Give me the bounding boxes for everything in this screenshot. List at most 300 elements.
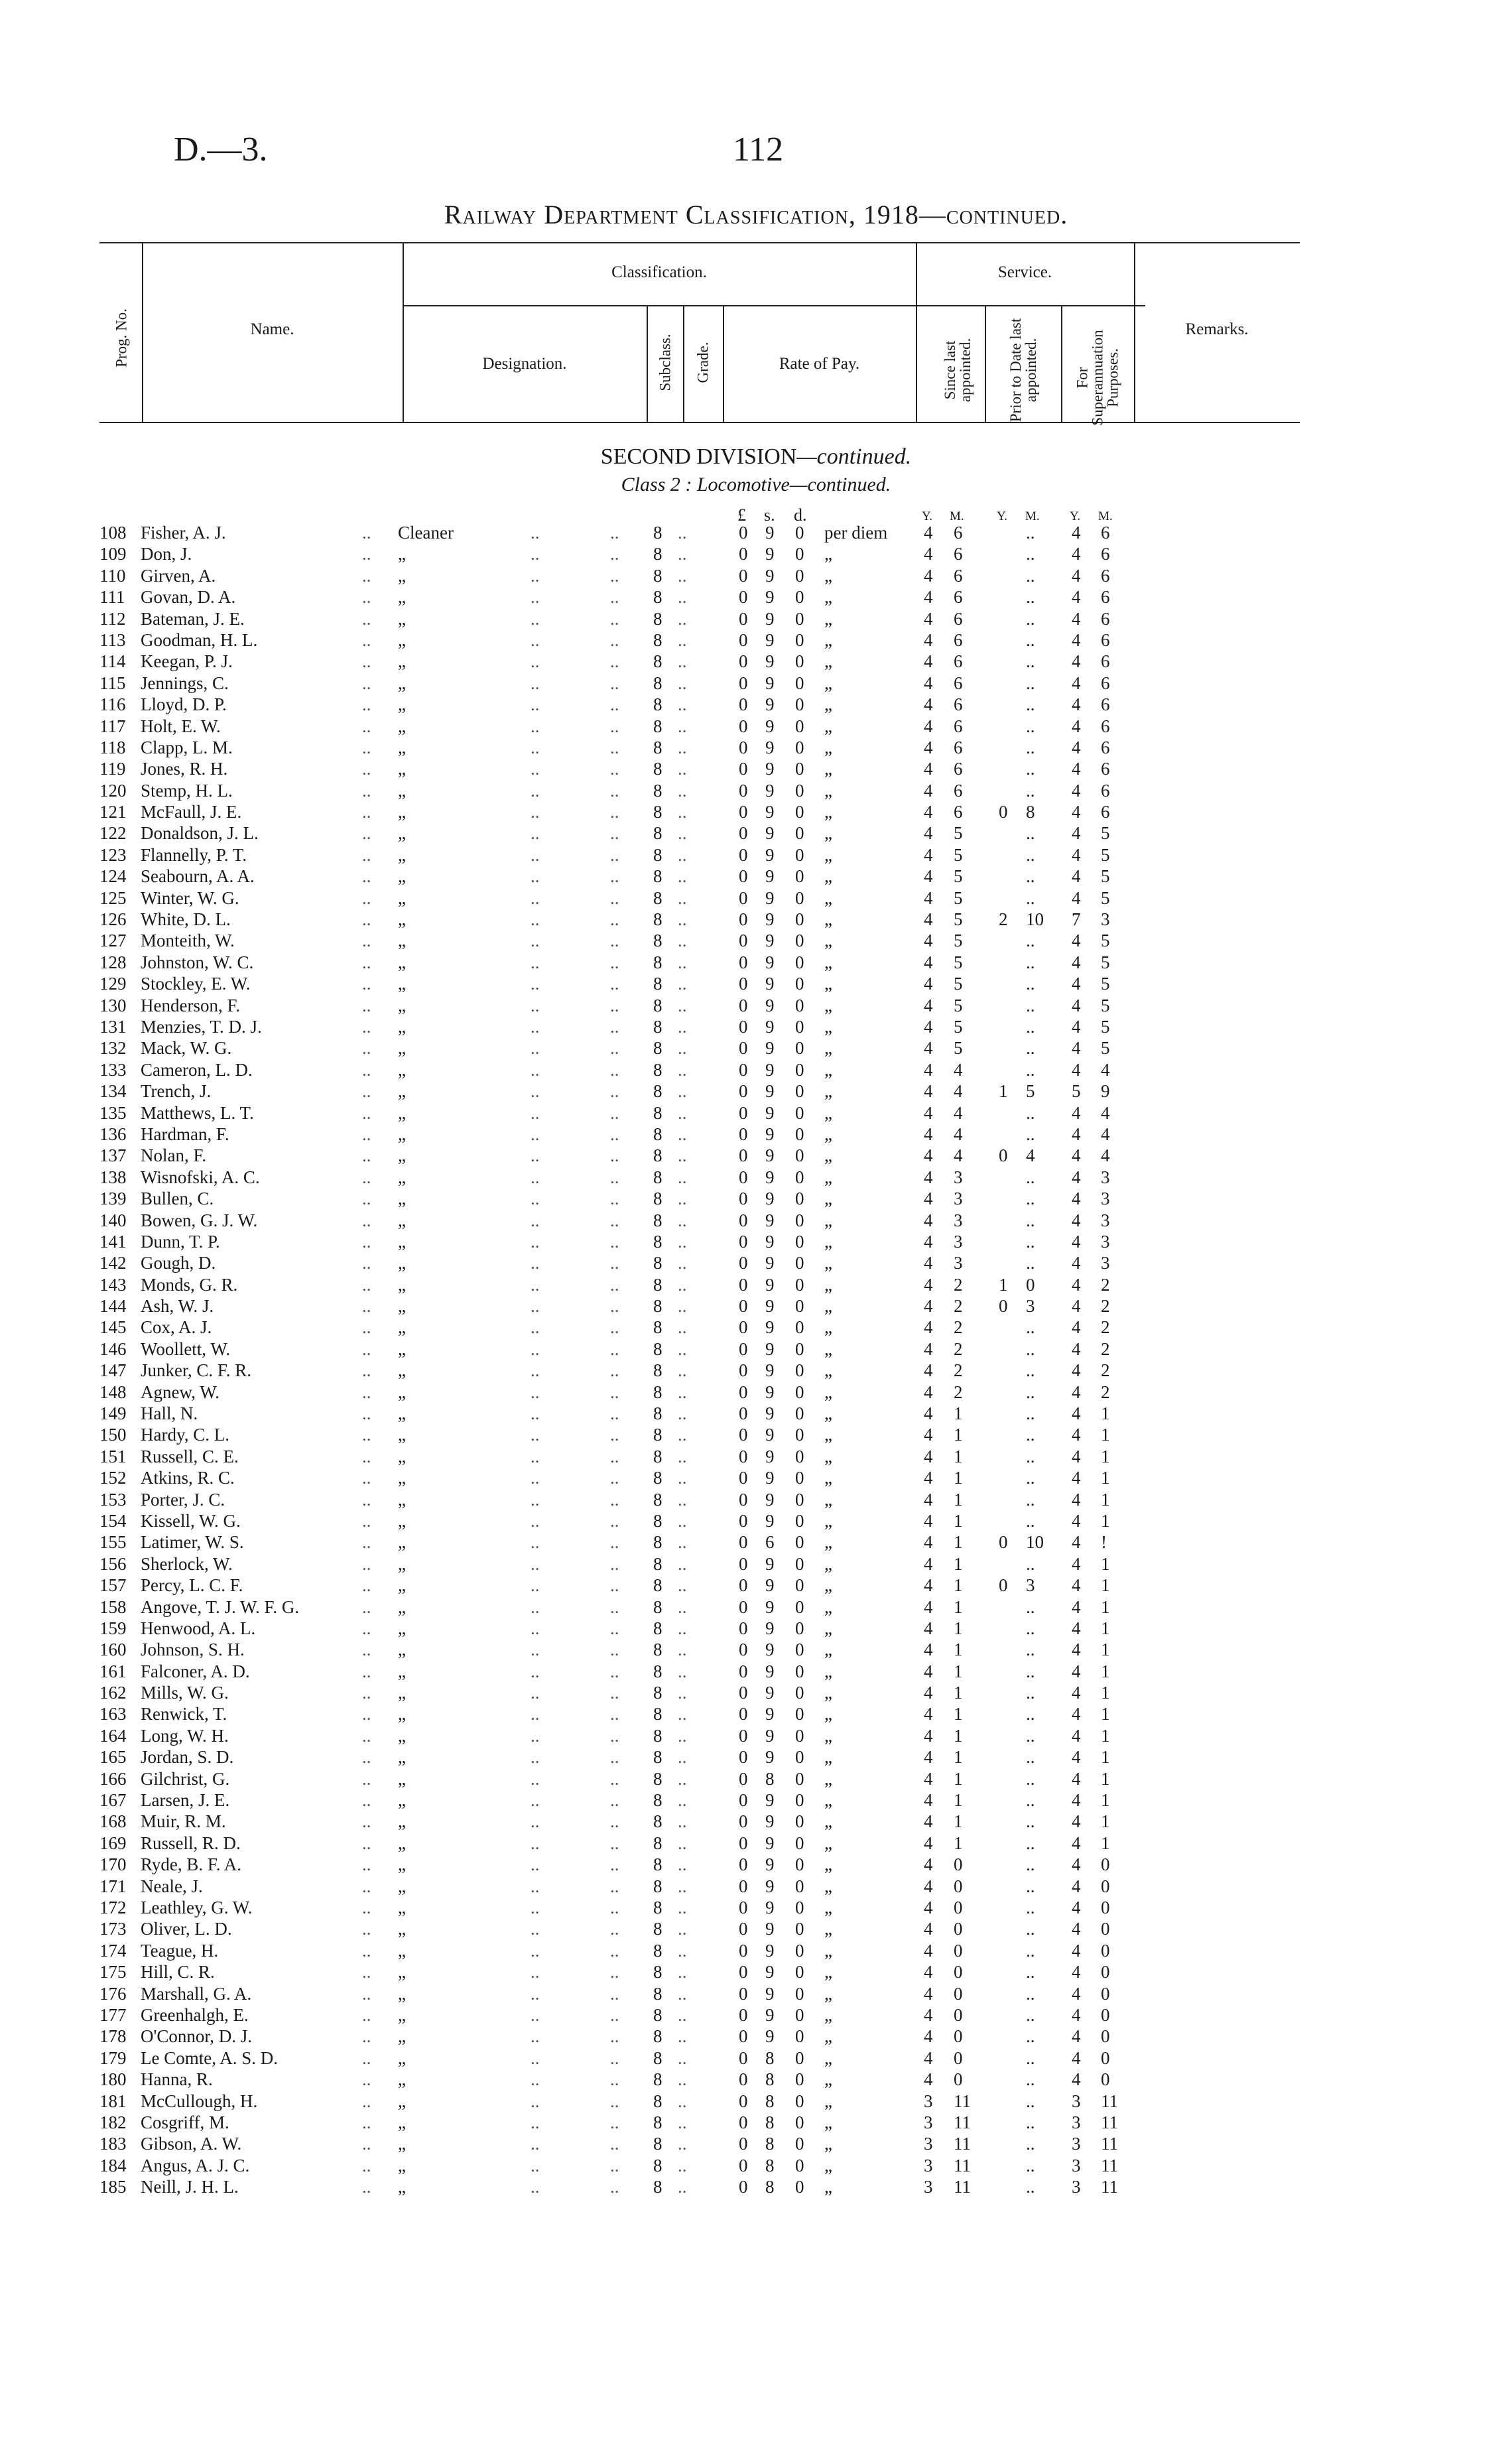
pay-pounds-cell: 0 [739,823,748,844]
pay-period-cell: „ [824,1274,832,1295]
name-cell: Govan, D. A. [141,587,236,608]
years-unit: Y. [1070,509,1081,523]
pay-period-cell: „ [824,2177,832,2197]
prog-no-cell: 158 [99,1596,127,1617]
designation-cell: „ [398,1338,406,1359]
name-cell: Woollett, W. [141,1338,231,1359]
leader-dots: .. [678,1403,687,1424]
name-cell: Ryde, B. F. A. [141,1854,242,1875]
designation-cell: Cleaner [398,523,454,543]
since-years-cell: 4 [924,1231,933,1252]
employee-table-body [0,523,1512,2198]
super-years-cell: 4 [1072,1725,1081,1746]
pay-pounds-cell: 0 [739,2177,748,2197]
table-row [0,1984,1512,2005]
pay-period-cell: „ [824,2026,832,2047]
since-years-cell: 4 [924,995,933,1015]
pay-pence-cell: 0 [795,1016,804,1037]
designation-cell: „ [398,629,406,650]
pay-pence-cell: 0 [795,673,804,693]
since-years-cell: 4 [924,1167,933,1187]
since-years-cell: 4 [924,1532,933,1553]
rate-of-pay-header: Rate of Pay. [779,355,860,373]
leader-dots: .. [362,1081,371,1102]
pay-shillings-cell: 9 [765,1338,775,1359]
since-years-cell: 4 [924,1210,933,1230]
super-months-cell: 4 [1101,1145,1110,1166]
superannuation-header: For Superannuation Purposes. [1074,330,1121,426]
prog-no-cell: 167 [99,1790,127,1811]
super-months-cell: 0 [1101,1876,1110,1896]
subclass-cell: 8 [653,1898,662,1917]
prior-months-cell: .. [1026,1876,1035,1896]
subclass-cell: 8 [653,1596,662,1617]
leader-dots: .. [678,2155,687,2175]
subclass-cell: 8 [653,1124,662,1144]
since-years-cell: 4 [924,1059,933,1080]
leader-dots: .. [610,1553,619,1574]
subclass-cell: 8 [653,1102,662,1123]
prior-years-cell: 0 [999,1575,1008,1596]
prior-months-cell: 4 [1026,1145,1035,1166]
super-years-cell: 4 [1072,1768,1081,1789]
leader-dots: .. [531,909,540,930]
table-row [0,1575,1512,1596]
since-years-cell: 4 [924,565,933,586]
table-row [0,1360,1512,1382]
designation-cell: „ [398,1640,406,1660]
designation-cell: „ [398,1081,406,1102]
leader-dots: .. [531,1425,540,1445]
super-years-cell: 4 [1072,2069,1081,2090]
pay-pence-cell: 0 [795,802,804,822]
designation-cell: „ [398,2112,406,2132]
leader-dots: .. [678,673,687,693]
prog-no-cell: 135 [99,1102,127,1123]
pay-pounds-cell: 0 [739,1747,748,1768]
remarks-header: Remarks. [1185,320,1249,338]
pay-pence-cell: 0 [795,629,804,650]
super-months-cell: 11 [1101,2091,1118,2111]
pay-period-cell: „ [824,1210,832,1230]
pay-pence-cell: 0 [795,1425,804,1445]
table-row [0,2026,1512,2047]
subclass-cell: 8 [653,565,662,586]
leader-dots: .. [610,1704,619,1724]
super-months-cell: 1 [1101,1446,1110,1466]
subclass-cell: 8 [653,2004,662,2025]
pay-shillings-cell: 9 [765,1016,775,1037]
pay-shillings-cell: 8 [765,2155,775,2175]
prior-months-cell: .. [1026,2026,1035,2047]
super-months-cell: 1 [1101,1575,1110,1596]
leader-dots: .. [531,608,540,629]
super-months-cell: 1 [1101,1553,1110,1574]
pay-shillings-cell: 9 [765,952,775,972]
pay-period-cell: „ [824,1124,832,1144]
subclass-cell: 8 [653,802,662,822]
pay-period-cell: „ [824,1360,832,1381]
leader-dots: .. [362,1532,371,1553]
pay-shillings-cell: 8 [765,2177,775,2197]
pay-pence-cell: 0 [795,866,804,887]
table-row [0,931,1512,952]
pay-pounds-cell: 0 [739,544,748,564]
leader-dots: .. [610,1360,619,1381]
table-row [0,1296,1512,1317]
name-cell: Hanna, R. [141,2069,213,2090]
super-months-cell: 6 [1101,651,1110,672]
prog-no-cell: 117 [99,716,126,736]
leader-dots: .. [610,1833,619,1853]
pay-pence-cell: 0 [795,1360,804,1381]
designation-cell: „ [398,1231,406,1252]
leader-dots: .. [531,2026,540,2047]
leader-dots: .. [678,1274,687,1295]
pay-pounds-cell: 0 [739,1683,748,1703]
since-months-cell: 6 [954,673,963,693]
subclass-cell: 8 [653,2112,662,2132]
name-cell: Ash, W. J. [141,1296,214,1317]
pay-pence-cell: 0 [795,1189,804,1209]
table-row [0,1447,1512,1468]
leader-dots: .. [362,1360,371,1381]
super-years-cell: 4 [1072,544,1081,564]
pay-period-cell: per diem [824,523,888,543]
prior-months-cell: .. [1026,1510,1035,1531]
since-years-cell: 4 [924,2047,933,2068]
name-cell: Menzies, T. D. J. [141,1016,262,1037]
table-row [0,1382,1512,1403]
super-months-cell: 5 [1101,974,1110,994]
table-row [0,996,1512,1017]
since-years-cell: 3 [924,2134,933,2154]
name-cell: Bullen, C. [141,1189,214,1209]
pay-pence-cell: 0 [795,1575,804,1596]
since-months-cell: 5 [954,909,963,930]
prior-months-cell: .. [1026,1446,1035,1466]
leader-dots: .. [610,587,619,608]
table-row [0,1532,1512,1553]
prior-months-cell: .. [1026,544,1035,564]
section-title-text: SECOND DIVISION [600,444,797,469]
name-cell: Lloyd, D. P. [141,694,227,715]
subclass-cell: 8 [653,1489,662,1510]
since-years-cell: 4 [924,608,933,629]
prog-no-cell: 119 [99,759,126,779]
super-years-cell: 4 [1072,1532,1081,1553]
pay-pounds-cell: 0 [739,1854,748,1875]
super-years-cell: 7 [1072,909,1081,930]
name-cell: Mack, W. G. [141,1038,232,1059]
since-months-cell: 6 [954,523,963,543]
table-row [0,1747,1512,1768]
since-years-cell: 4 [924,1962,933,1982]
prog-no-cell: 129 [99,974,127,994]
table-row [0,1425,1512,1446]
prior-months-cell: .. [1026,974,1035,994]
super-months-cell: 4 [1101,1059,1110,1080]
name-cell: Stemp, H. L. [141,780,233,801]
super-months-cell: 11 [1101,2112,1118,2132]
leader-dots: .. [531,844,540,865]
prog-no-cell: 177 [99,2004,127,2025]
pay-pence-cell: 0 [795,2112,804,2132]
prior-months-cell: .. [1026,1210,1035,1230]
since-years-cell: 4 [924,1811,933,1832]
pay-period-cell: „ [824,1811,832,1832]
prior-months-cell: .. [1026,1704,1035,1724]
super-months-cell: 6 [1101,587,1110,608]
subclass-cell: 8 [653,1253,662,1273]
subclass-cell: 8 [653,1210,662,1230]
pay-pence-cell: 0 [795,1876,804,1896]
since-years-cell: 4 [924,1296,933,1317]
pay-pounds-cell: 0 [739,2112,748,2132]
super-years-cell: 4 [1072,608,1081,629]
table-row [0,2091,1512,2112]
super-months-cell: 1 [1101,1833,1110,1853]
super-years-cell: 4 [1072,1618,1081,1638]
prior-months-cell: .. [1026,1833,1035,1853]
pay-period-cell: „ [824,1940,832,1961]
designation-cell: „ [398,1898,406,1917]
since-years-cell: 4 [924,1553,933,1574]
since-years-cell: 4 [924,844,933,865]
super-months-cell: 3 [1101,1210,1110,1230]
prog-no-cell: 115 [99,673,126,693]
super-years-cell: 4 [1072,1898,1081,1917]
super-months-cell: 11 [1101,2177,1118,2197]
table-row [0,1790,1512,1811]
super-years-cell: 4 [1072,844,1081,865]
pay-pounds-cell: 0 [739,866,748,887]
table-row [0,1876,1512,1898]
leader-dots: .. [531,1317,540,1338]
super-months-cell: 1 [1101,1811,1110,1832]
super-months-cell: 3 [1101,1167,1110,1187]
table-row [0,1017,1512,1038]
pay-period-cell: „ [824,1790,832,1811]
pay-pence-cell: 0 [795,1661,804,1681]
pay-pounds-cell: 0 [739,1790,748,1811]
super-years-cell: 4 [1072,1575,1081,1596]
since-months-cell: 1 [954,1403,963,1424]
since-months-cell: 1 [954,1790,963,1811]
leader-dots: .. [362,716,371,736]
pay-pounds-cell: 0 [739,523,748,543]
super-years-cell: 3 [1072,2177,1081,2197]
name-cell: Keegan, P. J. [141,651,233,672]
pay-pence-cell: 0 [795,716,804,736]
leader-dots: .. [531,1532,540,1553]
pay-pence-cell: 0 [795,2069,804,2090]
prior-months-cell: .. [1026,844,1035,865]
subclass-cell: 8 [653,1016,662,1037]
pay-pence-cell: 0 [795,1983,804,2004]
pay-pounds-cell: 0 [739,1102,748,1123]
prior-months-cell: .. [1026,694,1035,715]
pay-shillings-cell: 9 [765,1725,775,1746]
since-months-cell: 3 [954,1231,963,1252]
super-years-cell: 4 [1072,1338,1081,1359]
super-months-cell: 4 [1101,1124,1110,1144]
pay-period-cell: „ [824,2091,832,2111]
leader-dots: .. [531,1704,540,1724]
leader-dots: .. [362,544,371,564]
since-months-cell: 0 [954,1898,963,1917]
name-cell: Holt, E. W. [141,716,221,736]
pay-shillings-cell: 9 [765,694,775,715]
designation-cell: „ [398,1940,406,1961]
since-years-cell: 4 [924,1510,933,1531]
designation-cell: „ [398,587,406,608]
pay-period-cell: „ [824,1317,832,1338]
table-row [0,1145,1512,1167]
service-header: Service. [997,263,1052,281]
leader-dots: .. [678,1059,687,1080]
since-months-cell: 5 [954,1038,963,1059]
pay-pounds-cell: 0 [739,1253,748,1273]
super-years-cell: 4 [1072,1382,1081,1402]
name-cell: Renwick, T. [141,1704,227,1724]
pay-period-cell: „ [824,565,832,586]
pay-shillings-cell: 9 [765,1747,775,1768]
super-years-cell: 4 [1072,823,1081,844]
leader-dots: .. [362,844,371,865]
pay-pounds-cell: 0 [739,1725,748,1746]
designation-cell: „ [398,1446,406,1466]
name-cell: Larsen, J. E. [141,1790,230,1811]
leader-dots: .. [531,1940,540,1961]
super-months-cell: 1 [1101,1425,1110,1445]
subclass-cell: 8 [653,1575,662,1596]
pay-pounds-cell: 0 [739,2047,748,2068]
subclass-cell: 8 [653,1704,662,1724]
pay-shillings-cell: 9 [765,1317,775,1338]
designation-cell: „ [398,823,406,844]
pay-pence-cell: 0 [795,1640,804,1660]
pay-pounds-cell: 0 [739,1510,748,1531]
leader-dots: .. [610,1189,619,1209]
leader-dots: .. [678,2112,687,2132]
prog-no-cell: 184 [99,2155,127,2175]
super-months-cell: 6 [1101,523,1110,543]
leader-dots: .. [678,1575,687,1596]
leader-dots: .. [531,737,540,757]
since-years-cell: 4 [924,1253,933,1273]
prog-no-cell: 170 [99,1854,127,1875]
prior-months-cell: .. [1026,1790,1035,1811]
table-row [0,1103,1512,1124]
pay-period-cell: „ [824,931,832,951]
pay-shillings-cell: 9 [765,759,775,779]
designation-cell: „ [398,1983,406,2004]
leader-dots: .. [362,1231,371,1252]
since-years-cell: 4 [924,974,933,994]
section-title-suffix: —continued. [796,444,912,469]
prior-months-cell: .. [1026,587,1035,608]
name-cell: Gibson, A. W. [141,2134,242,2154]
leader-dots: .. [362,1683,371,1703]
prior-months-cell: .. [1026,2177,1035,2197]
prior-months-cell: .. [1026,1683,1035,1703]
name-cell: Matthews, L. T. [141,1102,254,1123]
pay-shillings-cell: 9 [765,587,775,608]
pay-pounds-cell: 0 [739,909,748,930]
shillings-unit: s. [764,505,775,525]
leader-dots: .. [362,1338,371,1359]
name-cell: Russell, R. D. [141,1833,241,1853]
leader-dots: .. [610,629,619,650]
pay-pence-cell: 0 [795,1253,804,1273]
super-months-cell: 1 [1101,1468,1110,1488]
since-months-cell: 6 [954,608,963,629]
pay-shillings-cell: 8 [765,2069,775,2090]
prior-months-cell: .. [1026,1640,1035,1660]
pay-pence-cell: 0 [795,1296,804,1317]
super-years-cell: 4 [1072,1274,1081,1295]
subclass-cell: 8 [653,1403,662,1424]
leader-dots: .. [531,1189,540,1209]
prior-years-cell: 0 [999,1145,1008,1166]
leader-dots: .. [531,1575,540,1596]
pay-pounds-cell: 0 [739,737,748,757]
leader-dots: .. [362,1811,371,1832]
grade-header: Grade. [694,342,712,383]
pay-period-cell: „ [824,587,832,608]
since-years-cell: 4 [924,716,933,736]
since-months-cell: 2 [954,1274,963,1295]
pay-pence-cell: 0 [795,737,804,757]
leader-dots: .. [610,2047,619,2068]
prior-months-cell: .. [1026,1661,1035,1681]
pay-period-cell: „ [824,802,832,822]
pay-shillings-cell: 9 [765,1575,775,1596]
since-years-cell: 4 [924,1876,933,1896]
pay-pence-cell: 0 [795,1489,804,1510]
table-row [0,802,1512,823]
leader-dots: .. [610,673,619,693]
since-years-cell: 4 [924,1898,933,1917]
table-row [0,759,1512,780]
prog-no-cell: 148 [99,1382,127,1402]
name-cell: Don, J. [141,544,192,564]
pay-pounds-cell: 0 [739,1640,748,1660]
leader-dots: .. [610,1575,619,1596]
pay-shillings-cell: 9 [765,1274,775,1295]
name-cell: Bateman, J. E. [141,608,245,629]
leader-dots: .. [678,544,687,564]
pay-pounds-cell: 0 [739,759,748,779]
super-years-cell: 4 [1072,802,1081,822]
prog-no-cell: 127 [99,931,127,951]
pay-pounds-cell: 0 [739,694,748,715]
leader-dots: .. [531,1898,540,1917]
pay-period-cell: „ [824,1081,832,1102]
leader-dots: .. [678,1317,687,1338]
super-years-cell: 4 [1072,1876,1081,1896]
leader-dots: .. [362,1189,371,1209]
pay-pounds-cell: 0 [739,2004,748,2025]
table-row [0,1232,1512,1253]
years-unit: Y. [997,509,1008,523]
name-cell: Leathley, G. W. [141,1898,253,1917]
prog-no-cell: 113 [99,629,126,650]
since-years-cell: 4 [924,1683,933,1703]
pay-shillings-cell: 9 [765,802,775,822]
prior-months-cell: 3 [1026,1296,1035,1317]
